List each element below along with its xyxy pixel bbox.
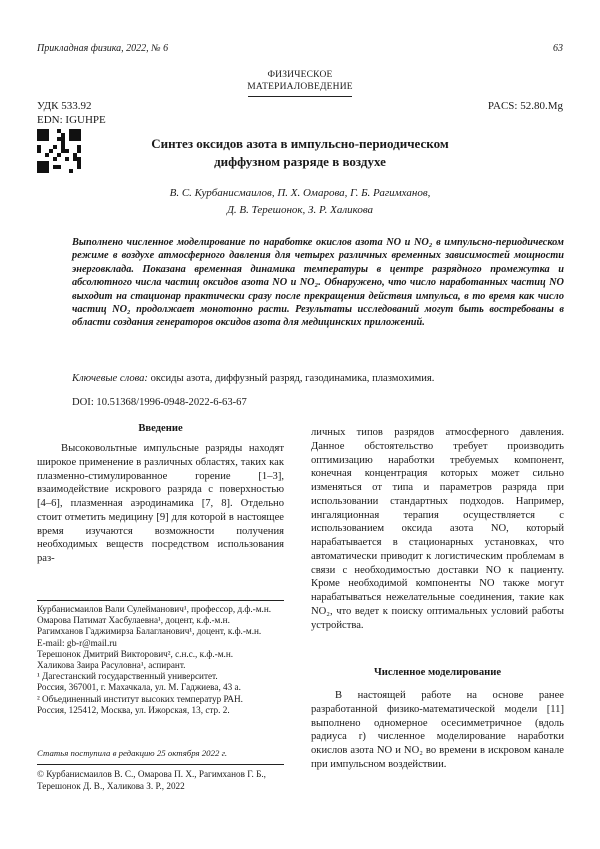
title-line1: Синтез оксидов азота в импульсно-периодическом [151,136,449,151]
introduction-heading: Введение [138,423,183,434]
received-date: Статья поступила в редакцию 25 октября 2022 г. [37,748,228,758]
affiliation-line: Рагимханов Гаджимирза Балагланович¹, доцент, к.ф.-м.н. [37,626,262,637]
pacs: PACS: 52.80.Mg [487,100,563,112]
affiliation-institution: ¹ Дагестанский государственный университет. [37,671,218,682]
numerical-modeling-paragraph: В настоящей работе на основе ранее разработанной физико-математической модели [11] выполнено одномерное осесимметричное (вдоль радиуса r) численное моделирование наработки окислов азота NO и NO₂ во времени в искровом канале при импульсном воздействии. [311,690,564,770]
introduction-right-column [311,426,564,632]
introduction-left-column [37,442,284,566]
introduction-paragraph: Высоковольтные импульсные разряды находят широкое применение в различных областях, таких как плазменно-стимулированное горение [1–3], взаимодействие искрового разряда с поверхностью [4–6], плазменная аэродинамика [7, 8]. Отдельно стоит отметить медицину [9] для которой в настоящее время изучаются возможности получения необходимых веществ посредством использования раз- [37,443,284,564]
keywords [72,372,564,385]
authors-line1: В. С. Курбанисмаилов, П. Х. Омарова, Г. Б. Рагимханов, [169,187,431,199]
affiliation-email: E-mail: gb-r@mail.ru [37,637,117,648]
affiliation-line: Курбанисмаилов Вали Сулейманович¹, профессор, д.ф.-м.н. [37,604,272,614]
authors [110,185,490,219]
affiliations [37,604,284,716]
keywords-text: оксиды азота, диффузный разряд, газодинамика, плазмохимия. [147,373,435,384]
affiliation-line: Халикова Заира Расуловна¹, аспирант. [37,660,186,671]
title-line2: диффузном разряде в воздухе [214,154,386,169]
numerical-modeling-column [311,689,564,772]
affiliation-line: Омарова Патимат Хасбулаевна¹, доцент, к.ф.-м.н. [37,615,230,626]
section-label [230,70,370,93]
affiliation-address: Россия, 367001, г. Махачкала, ул. М. Гаджиева, 43 а. [37,682,241,693]
doi: DOI: 10.51368/1996-0948-2022-6-63-67 [72,397,247,408]
numerical-modeling-heading: Численное моделирование [373,667,502,678]
edn: EDN: IGUHPE [37,114,106,126]
authors-line2: Д. В. Терешонок, З. Р. Халикова [226,204,374,216]
article-title [110,135,490,171]
journal-running-header: Прикладная физика, 2022, № 6 [37,43,169,54]
introduction-continued-paragraph: личных типов разрядов атмосферного давления. Данное обстоятельство требует производить оптимизацию наработки требуемых компонент, конечная концентрация которых может сильно изменяться от типа и параметров разряда при использовании стандартных подходов. Например, ингаляционная терапия осуществляется с использованием оксида азота NO, который нарабатывается в стационарных установках, что автоматически приводит к логистическим проблемам в связи с необходимостью доставки NO к пациенту. Кроме необходимой компоненты NO также могут нарабатываться нежелательные соединения, такие как NO₂, что ведет к поиску оптимальных условий работы устройства. [311,427,564,631]
section-underline [248,96,352,97]
copyright: © Курбанисмаилов В. С., Омарова П. Х., Рагимханов Г. Б., Терешонок Д. В., Халикова З. Р., 2022 [37,769,266,791]
section-label-line1: ФИЗИЧЕСКОЕ [267,70,333,80]
keywords-label: Ключевые слова: [72,373,148,384]
qr-module [77,169,81,173]
udk: УДК 533.92 [37,100,92,112]
affiliation-institution: ² Объединенный институт высоких температур РАН. [37,693,243,704]
abstract: Выполнено численное моделирование по наработке окислов азота NO и NO₂ в импульсно-периодическом режиме в воздухе атмосферного давления для четырех различных временных зависимостей мощности энерговклада. Показана временная динамика температуры в центре разрядного промежутка и абсолютного числа частиц оксидов азота NO и NO₂. Обнаружено, что число наработанных частиц NO выходит на стационар практически сразу после прекращения действия импульса, в то время как число частиц NO₂ продолжает монотонно расти. Результаты исследований могут быть востребованы в области создания генераторов оксидов азота для медицинских приложений. [72,237,564,329]
footnote-divider [37,600,284,601]
affiliation-line: Терешонок Дмитрий Викторович², с.н.с., к.ф.-м.н. [37,648,234,659]
copyright-divider [37,764,284,765]
qr-code [37,129,81,173]
page-number: 63 [553,43,563,54]
section-label-line2: МАТЕРИАЛОВЕДЕНИЕ [247,81,353,92]
affiliation-address: Россия, 125412, Москва, ул. Ижорская, 13, стр. 2. [37,704,230,715]
